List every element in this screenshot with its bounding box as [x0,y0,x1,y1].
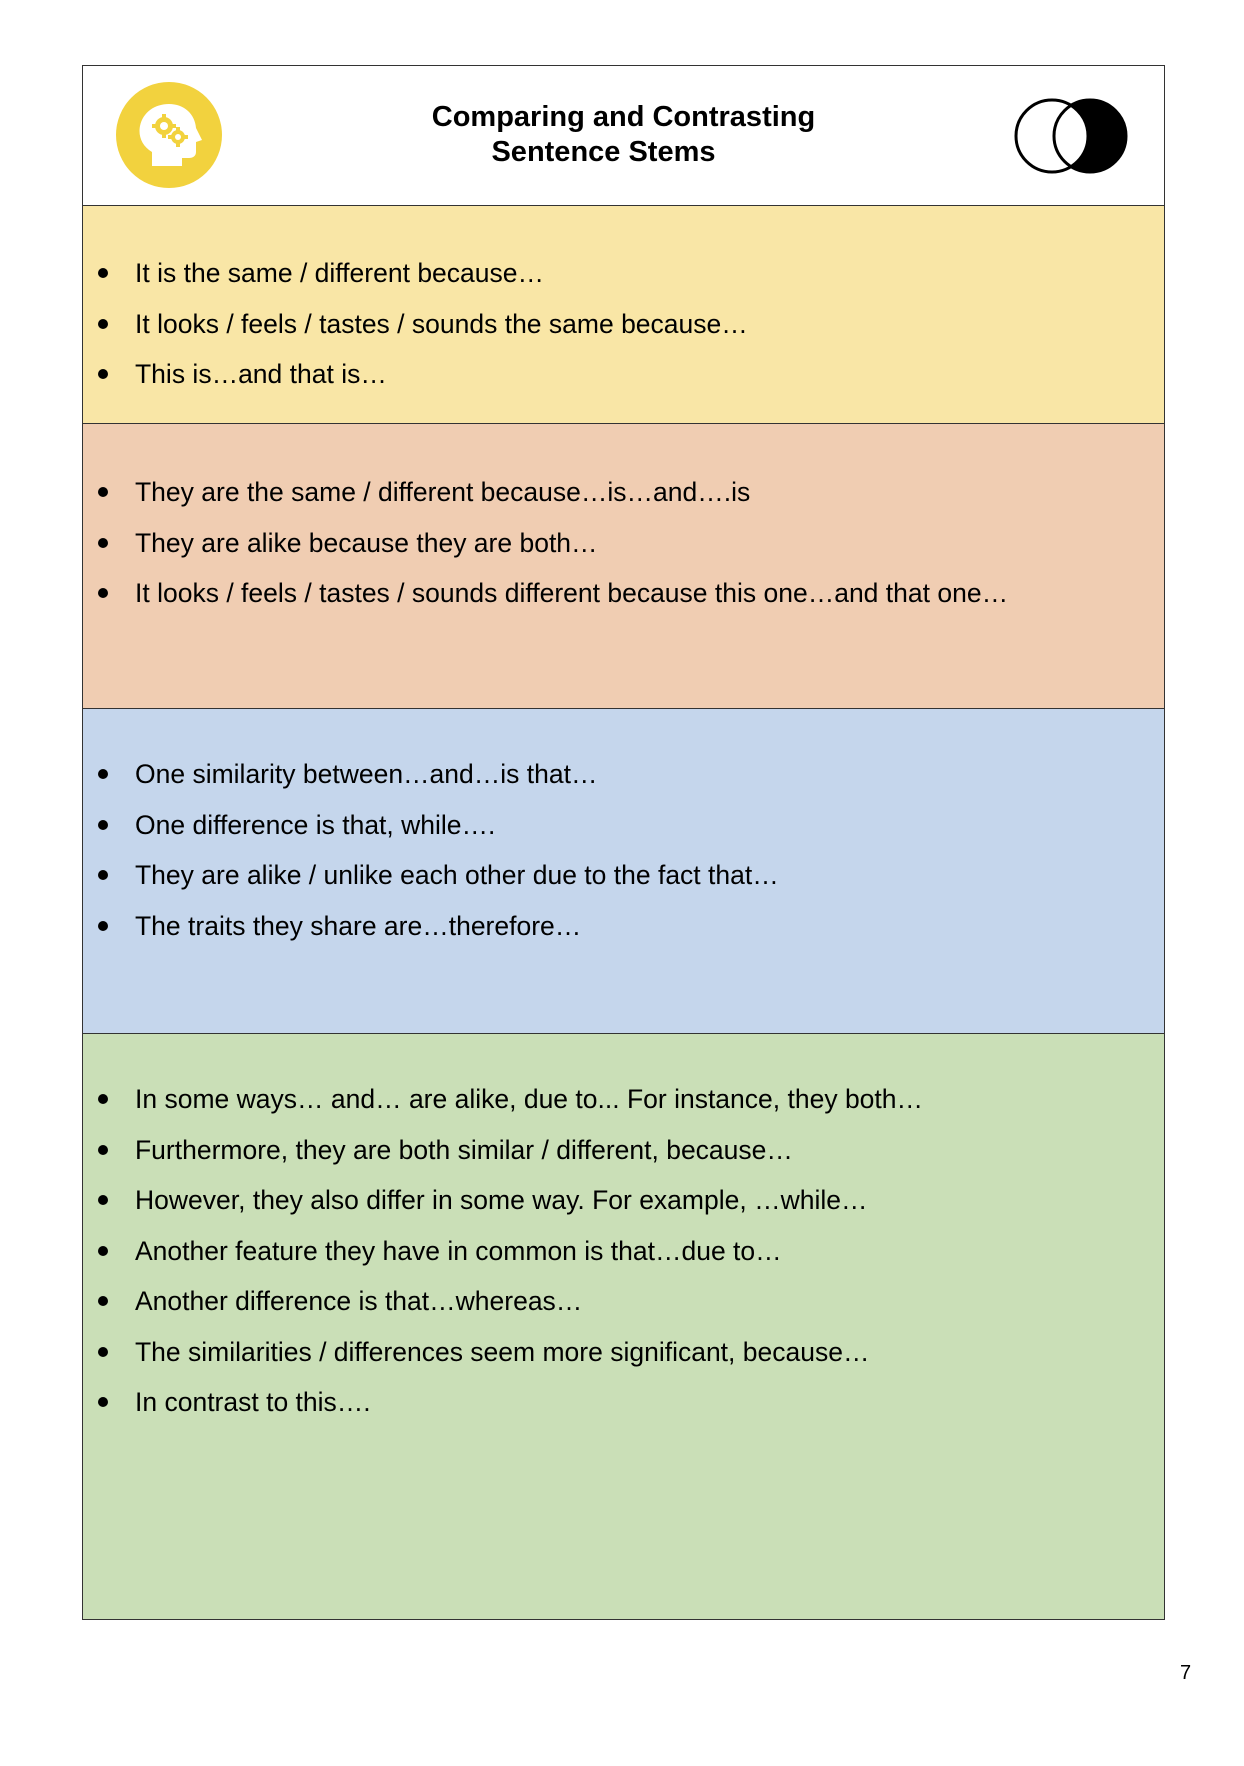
bullet-icon [98,921,108,931]
stem-text: One similarity between…and…is that… [135,759,598,789]
bullet-icon [98,268,108,278]
title-line-1: Comparing and Contrasting [431,101,816,133]
list-item [83,1180,1164,1231]
stem-list [83,253,1164,405]
bullet-icon [98,1094,108,1104]
stem-text: In contrast to this…. [135,1387,371,1417]
stem-text: However, they also differ in some way. For example, …while… [135,1185,868,1215]
stem-text: In some ways… and… are alike, due to... For instance, they both… [135,1084,924,1114]
list-item [83,523,1164,574]
list-item [83,1231,1164,1282]
bullet-icon [98,1347,108,1357]
brain-gears-icon [116,82,222,188]
bullet-icon [98,369,108,379]
list-item [83,754,1164,805]
stem-list [83,472,1164,624]
header [83,66,1164,206]
stem-text: Another difference is that…whereas… [135,1286,583,1316]
list-item [83,304,1164,355]
bullet-icon [98,319,108,329]
bullet-icon [98,1195,108,1205]
title-line-2: Sentence Stems [491,136,716,168]
stem-text: This is…and that is… [135,359,387,389]
stem-list [83,754,1164,956]
bullet-icon [98,1397,108,1407]
stem-text: It looks / feels / tastes / sounds different because this one…and that one… [135,578,1009,608]
list-item [83,1382,1164,1433]
page-number: 7 [1180,1662,1192,1684]
stem-text: It is the same / different because… [135,258,545,288]
bullet-icon [98,487,108,497]
page-title [323,100,924,170]
bullet-icon [98,588,108,598]
list-item [83,906,1164,957]
stem-text: Another feature they have in common is that…due to… [135,1235,782,1266]
bullet-icon [98,538,108,548]
list-item [83,805,1164,856]
list-item [83,1130,1164,1181]
stem-text: One difference is that, while…. [135,809,496,840]
bullet-icon [98,1145,108,1155]
stems-section-blue [83,709,1164,1034]
list-item [83,855,1164,906]
bullet-icon [98,820,108,830]
stem-text: The traits they share are…therefore… [135,910,582,941]
bullet-icon [98,1246,108,1256]
stems-section-orange [83,424,1164,709]
sentence-stems-sheet [82,65,1165,1620]
list-item [83,573,1164,624]
stem-text: Furthermore, they are both similar / different, because… [135,1134,793,1165]
stem-text: They are alike / unlike each other due to the fact that… [135,860,779,890]
bullet-icon [98,769,108,779]
stems-section-yellow [83,206,1164,424]
stem-text: They are alike because they are both… [135,527,598,558]
list-item [83,253,1164,304]
list-item [83,1281,1164,1332]
stems-section-green [83,1034,1164,1619]
list-item [83,1332,1164,1383]
stem-list [83,1079,1164,1433]
stem-text: The similarities / differences seem more significant, because… [135,1336,870,1367]
stem-text: They are the same / different because…is…and….is [135,477,751,507]
list-item [83,354,1164,405]
bullet-icon [98,870,108,880]
list-item [83,472,1164,523]
bullet-icon [98,1296,108,1306]
list-item [83,1079,1164,1130]
stem-text: It looks / feels / tastes / sounds the same because… [135,308,748,339]
venn-diagram-icon [1011,96,1131,176]
